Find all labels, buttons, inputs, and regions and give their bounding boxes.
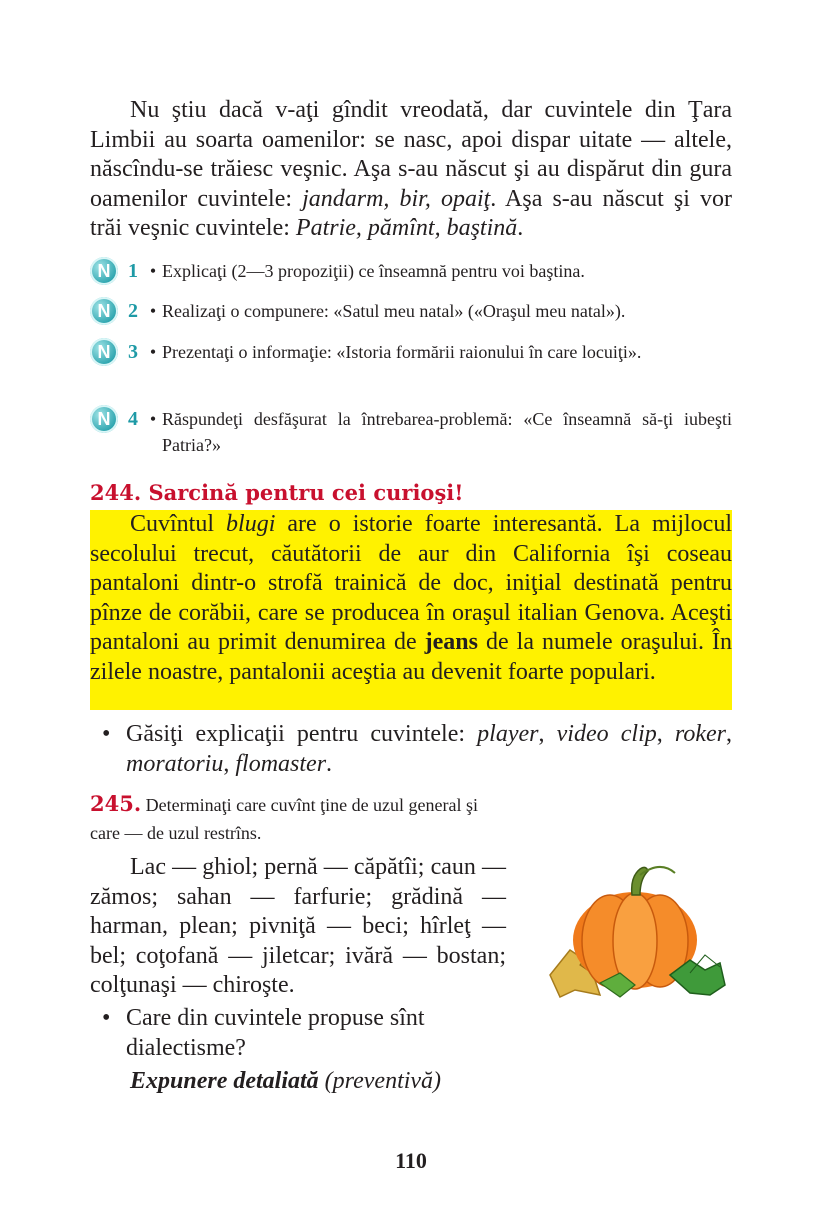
n-badge-icon: N bbox=[90, 405, 118, 433]
exercise-244-text: Cuvîntul blugi are o istorie foarte interesantă. La mijlocul secolului trecut, căutătorii de aur din California îşi coseau pantaloni dintr-o strofă trainică de doc, iniţial destinată pentru pînze de corăbii, care se producea în oraşul italian Genova. Aceşti pantaloni au primit denumirea de jeans de la numele oraşului. În zilele noastre, pantalonii aceştia au devenit foarte populari. bbox=[90, 511, 732, 685]
task-4 bbox=[90, 406, 732, 458]
bullet: • bbox=[149, 261, 157, 281]
exercise-245-question: • Care din cuvintele propuse sînt dialectisme? bbox=[102, 1005, 425, 1061]
task-number: 4 bbox=[128, 408, 138, 430]
bullet: • bbox=[102, 1005, 111, 1031]
intro-text-2: . Aşa s-au născut şi vor trăi veşnic cuvintele: bbox=[90, 185, 732, 241]
pumpkin-illustration bbox=[540, 855, 740, 1005]
task-1 bbox=[90, 258, 732, 285]
n-badge-icon: N bbox=[90, 338, 118, 366]
n-badge-icon: N bbox=[90, 297, 118, 325]
n-badge-icon: N bbox=[90, 257, 118, 285]
task-text: Explicaţi (2—3 propoziţii) ce înseamnă pentru voi baştina. bbox=[162, 261, 585, 281]
exercise-245-words: Lac — ghiol; pernă — căpătîi; caun — zămos; sahan — farfurie; grădină — harman, plean; pivniţă — beci; hîrleţ — bel; coţofană — jiletcar; ivără — bostan; colţunaşi — chiroşte. bbox=[90, 854, 506, 998]
page-number: 110 bbox=[395, 1148, 427, 1173]
word-jeans: jeans bbox=[424, 629, 478, 655]
intro-text-3: . bbox=[517, 215, 524, 241]
intro-paragraph bbox=[90, 96, 732, 244]
task-number: 2 bbox=[128, 300, 138, 322]
task-number: 1 bbox=[128, 260, 138, 282]
bullet: • bbox=[102, 721, 111, 747]
intro-words-eternal: Patrie, pămînt, baştină bbox=[295, 215, 518, 241]
intro-words-obsolete: jandarm, bir, opaiţ bbox=[302, 185, 491, 212]
bullet: • bbox=[149, 301, 157, 321]
word-blugi: blugi bbox=[226, 511, 276, 537]
task-text: Răspundeţi desfăşurat la întrebarea-problemă: «Ce înseamnă să-ţi iubeşti Patria?» bbox=[162, 409, 732, 455]
exercise-245-number: 245. bbox=[90, 791, 142, 816]
task-text: Prezentaţi o informaţie: «Istoria formării raionului în care locuiţi». bbox=[162, 342, 642, 362]
exercise-244-task: • Găsiţi explicaţii pentru cuvintele: player, video clip, roker, moratoriu, flomaster. bbox=[102, 721, 733, 777]
task-2 bbox=[90, 298, 732, 325]
expunere-title: Expunere detaliată (preventivă) bbox=[130, 1068, 442, 1094]
bullet: • bbox=[149, 342, 157, 362]
exercise-245-instruction: 245. Determinaţi care cuvînt ţine de uzul general şi care — de uzul restrîns. bbox=[90, 791, 479, 843]
task-number: 3 bbox=[128, 341, 138, 363]
task-text: Realizaţi o compunere: «Satul meu natal» («Oraşul meu natal»). bbox=[162, 301, 626, 321]
intro-text-1: Nu ştiu dacă v-aţi gîndit vreodată, dar cuvintele din Ţara Limbii au soarta oamenilor: se nasc, apoi dispar uitate — altele, născîndu-se trăiesc veşnic. Aşa s-au născut şi au dispărut din gura oamenilor cuvintele: bbox=[90, 97, 732, 212]
bullet: • bbox=[149, 409, 157, 429]
task-3 bbox=[90, 339, 732, 366]
exercise-244-heading: 244. Sarcină pentru cei curioşi! bbox=[90, 480, 464, 505]
